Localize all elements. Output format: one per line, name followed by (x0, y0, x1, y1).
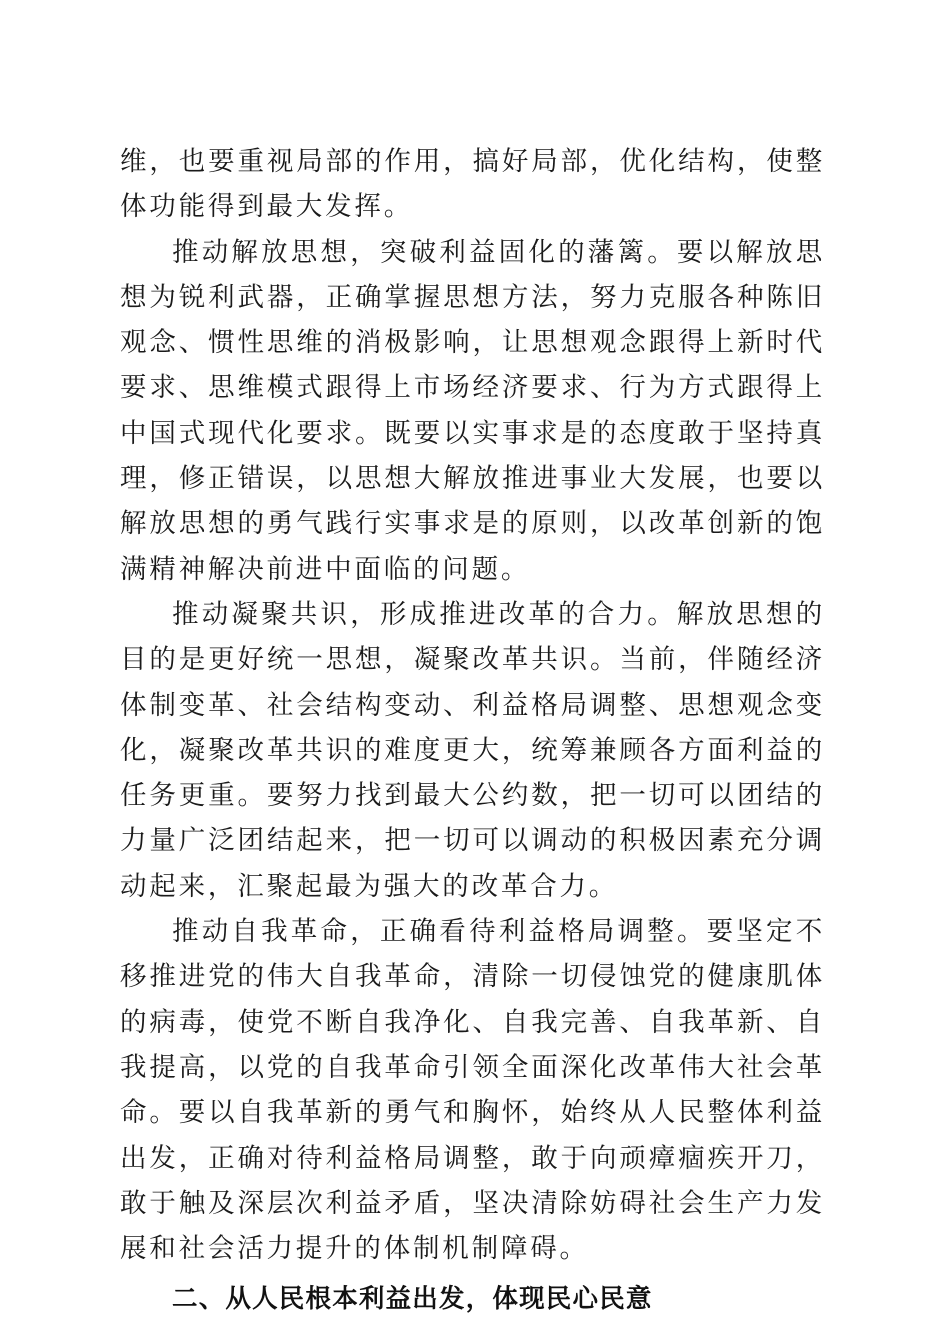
document-body (120, 139, 825, 1322)
section-heading: 二、从人民根本利益出发，体现民心民意 (172, 1284, 653, 1315)
paragraph-emancipate-mind: 推动解放思想，突破利益固化的藩篱。要以解放思想为锐利武器，正确掌握思想方法，努力克服各种陈旧观念、惯性思维的消极影响，让思想观念跟得上新时代要求、思维模式跟得上市场经济要求、行为方式跟得上中国式现代化要求。既要以实事求是的态度敢于坚持真理，修正错误，以思想大解放推进事业大发展，也要以解放思想的勇气践行实事求是的原则，以改革创新的饱满精神解决前进中面临的问题。 (120, 236, 825, 585)
paragraph-self-revolution: 推动自我革命，正确看待利益格局调整。要坚定不移推进党的伟大自我革命，清除一切侵蚀党的健康肌体的病毒，使党不断自我净化、自我完善、自我革新、自我提高，以党的自我革命引领全面深化改革伟大社会革命。要以自我革新的勇气和胸怀，始终从人民整体利益出发，正确对待利益格局调整，敢于向顽瘴痼疾开刀，敢于触及深层次利益矛盾，坚决清除妨碍社会生产力发展和社会活力提升的体制机制障碍。 (120, 916, 825, 1265)
paragraph-build-consensus: 推动凝聚共识，形成推进改革的合力。解放思想的目的是更好统一思想，凝聚改革共识。当前，伴随经济体制变革、社会结构变动、利益格局调整、思想观念变化，凝聚改革共识的难度更大，统筹兼顾各方面利益的任务更重。要努力找到最大公约数，把一切可以团结的力量广泛团结起来，把一切可以调动的积极因素充分调动起来，汇聚起最为强大的改革合力。 (120, 598, 825, 902)
paragraph-continuation: 维，也要重视局部的作用，搞好局部，优化结构，使整体功能得到最大发挥。 (120, 146, 825, 223)
